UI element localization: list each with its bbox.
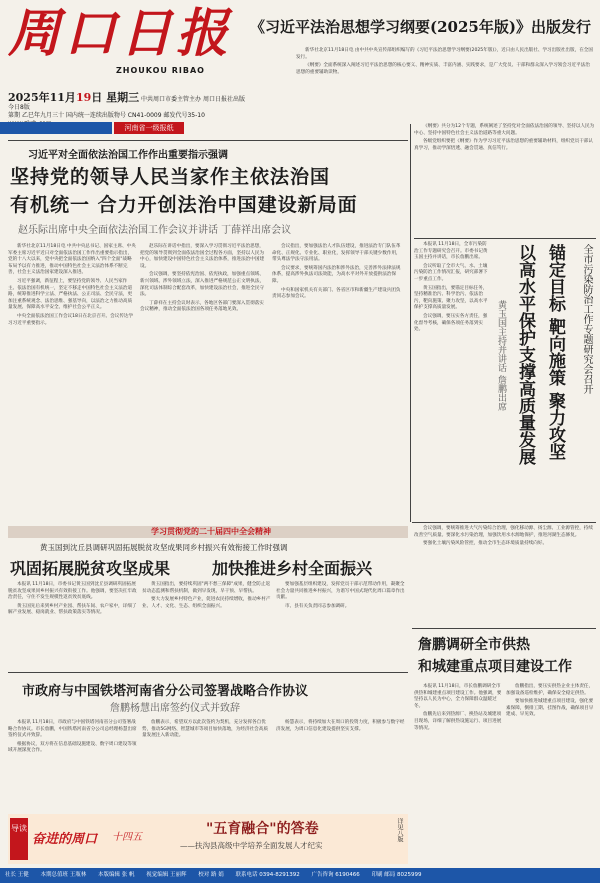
railway-article-col-1: 本报讯 11月18日，市政府与中国铁塔河南省分公司签署战略合作协议。市长詹鹏，中国铁塔河南省分公司总经理杨慧出席签约仪式并致辞。 根据协议，双方将在信息基础设施建设、数字周口建设等领域开展深度合作。 xyxy=(8,720,137,754)
footer-item: 印刷 邮局 8025999 xyxy=(371,872,422,878)
footer-item: 视觉编辑 王丽辉 xyxy=(146,872,187,878)
blue-bar xyxy=(0,122,112,134)
lead-article-col-1: 新华社北京11月18日电 中共中央总书记、国家主席、中央军委主席习近平近日对全面依法治国工作作出重要指示指出，党的十八大以来，党中央把全面依法治国纳入"四个全面"战略布局予以有力推进，推动中国特色社会主义法治体系不断完善，社会主义法治国家建设深入推进。 习近平强调，新征程上，要坚持党的领导、人民当家作主、依法治国有机统一，坚定不移走中国特色社会主义法治道路，统筹推进科学立法、严格执法、公正司法、全民守法，更加注重系统观念、法治思维、强基导向，以法治之力推动高质量发展、保障高水平安全、维护社会公平正义。 中央全面依法治国工作会议18日在北京召开。会议传达学习习近平重要指示。 xyxy=(8,244,136,326)
side-article-text: 本报讯 11月18日，全市污染防治工作专题研究会召开。市委书记黄玉国主持并讲话，市长詹鹏出席。 会议听取了全市大气、水、土壤污染防治工作情况汇报，研究部署下一步重点工作。 黄玉国指出，要锚定目标任务，坚持精准治污、科学治污、依法治污，靶向施策、聚力攻坚，以高水平保护支撑高质量发展。 会议强调，要压实各方责任，强化督导考核，确保各项任务落到实处。 xyxy=(414,242,488,333)
footer-item: 联系电话 0394-8291392 xyxy=(235,872,300,878)
supply-headline-2[interactable]: 和城建重点项目建设工作 xyxy=(418,659,572,675)
masthead-title: 周口日报 xyxy=(8,3,233,64)
side-sub: 黄玉国主持并讲话 詹鹏出席 xyxy=(496,300,506,411)
footer-item: 社长 王健 xyxy=(5,872,29,878)
guide-label: 导读 xyxy=(10,818,28,860)
guide-subtitle: ——扶沟县高级中学培养全面发展人才纪实 xyxy=(180,841,323,850)
footer-item: 本期总值班 王瓶林 xyxy=(40,872,87,878)
supply-headline-1[interactable]: 詹鹏调研全市供热 xyxy=(418,637,530,653)
footer-bar xyxy=(0,868,600,883)
date-year: 2025年11月 xyxy=(8,91,76,104)
publisher: 中共周口市委主管主办 xyxy=(141,96,202,103)
lead-kicker: 习近平对全面依法治国工作作出重要指示强调 xyxy=(28,150,228,161)
date-weekday: 日 星期三 xyxy=(91,91,140,104)
lunar-date: 乙巳年九月三十 xyxy=(21,112,64,119)
divider xyxy=(410,124,411,522)
railway-subhead: 詹鹏杨慧出席签约仪式并致辞 xyxy=(110,703,240,714)
rural-headline-left[interactable]: 巩固拓展脱贫攻坚成果 xyxy=(10,559,171,578)
prov-badge: 河南省一级报纸 xyxy=(114,122,184,134)
lead-headline-1[interactable]: 坚持党的领导人民当家作主依法治国 xyxy=(10,166,331,188)
issue-no: 第期 xyxy=(8,112,21,119)
rural-article-col-3: 要加强基层组织建设，发挥党员干部示范带动作用，凝聚全社会力量共同推进乡村振兴，为谱写中国式现代化周口篇章作出贡献。 市、县有关负责同志参加调研。 xyxy=(276,582,405,609)
divider xyxy=(8,672,408,673)
rural-headline-right[interactable]: 加快推进乡村全面振兴 xyxy=(212,559,373,578)
lead-dateline: 新华社北京11月18日电 xyxy=(17,244,66,249)
side-headline-2[interactable]: 以高水平保护支撑高质量发展 xyxy=(515,244,535,465)
banner-headline[interactable]: 《习近平法治思想学习纲要(2025年版)》出版发行 xyxy=(250,18,591,36)
railway-article-col-2: 詹鹏表示，希望双方以此次签约为契机，充分发挥各自优势，推动5G网络、智慧城市等项目加快落地，为经济社会高质量发展注入新动能。 xyxy=(142,720,268,739)
divider xyxy=(412,628,596,629)
footer-item: 本版编辑 张 帆 xyxy=(98,872,135,878)
side-headline-1[interactable]: 锚定目标 靶向施策 聚力攻坚 xyxy=(545,244,565,460)
guide-title[interactable]: "五育融合"的答卷 xyxy=(206,821,319,837)
side-kicker: 全市污染防治工作专题研究会召开 xyxy=(581,244,592,394)
study-banner: 学习贯彻党的二十届四中全会精神 xyxy=(151,527,271,536)
supply-article-col-1: 本报讯 11月18日，市长詹鹏调研全市供热和城建重点项目建设工作。他强调，要坚持以人民为中心，全力保障群众温暖过冬。 詹鹏先后来到热源厂、换热站及城建项目现场，详细了解供热设施运行、项目进展等情况。 xyxy=(414,684,502,731)
banner-article-text: 新华社北京11月18日电 由中共中央宣传部组织编写的《习近平法治思想学习纲要(2025年版)》，近日由人民出版社、学习出版社出版，在全国发行。 《纲要》全面系统深入阐述习近平法治思想的核心要义、精神实质、丰富内涵、实践要求，是广大党员、干部和群众深入学习领会习近平法治思想的重要辅助读物。 xyxy=(296,48,593,75)
lead-subhead: 赵乐际出席中央全面依法治国工作会议并讲话 丁薛祥出席会议 xyxy=(18,225,292,236)
guide-slogan: 奋进的周口 xyxy=(32,832,98,847)
lead-headline-2[interactable]: 有机统一 合力开创法治中国建设新局面 xyxy=(10,194,358,216)
lead-article-col-3: 会议指出，要加强法治人才队伍建设，推进法治专门队伍革命化、正规化、专业化、职业化，发挥领导干部关键少数作用，带头尊法学法守法用法。 会议要求，要统筹国内法治和涉外法治，完善涉外法律法规体系，提高涉外执法司法效能，为高水平对外开放提供法治保障。 中央和国家机关有关部门、各省区市和新疆生产建设兵团负责同志参加会议。 xyxy=(272,244,401,300)
rural-article-col-2: 黄玉国指出，要持续巩固"两不愁三保障"成果，健全防止返贫动态监测和帮扶机制，做到早发现、早干预、早帮扶。 要大力发展乡村特色产业，促进农民持续增收，推动乡村产业、人才、文化、生态、组织全面振兴。 xyxy=(142,582,271,609)
dateline xyxy=(8,91,248,119)
office: 周口日报社出版 xyxy=(202,96,245,103)
guide-slogan-2: 十四五 xyxy=(112,832,142,843)
cn-number: 国内统一连续出版物号 CN41-0009 xyxy=(65,112,162,119)
railway-article-col-3: 杨慧表示，将持续加大在周口的投资力度，积极参与数字经济发展，为周口信息化建设提供坚实支撑。 xyxy=(276,720,405,732)
masthead-pinyin: ZHOUKOU RIBAO xyxy=(116,66,205,75)
pages: 今日8版 xyxy=(8,104,30,111)
lead-article-col-2: 赵乐际在讲话中指出，要深入学习贯彻习近平法治思想，把党的领导贯彻到全面依法治国全过程各方面，坚持以人民为中心，加快建设中国特色社会主义法治体系，推进法治中国建设。 会议强调，要坚持依宪治国、依宪执政，加强重点领域、新兴领域、涉外领域立法，深入推进严格规范公正文明执法，深化司法体制综合配套改革，加快建设法治社会，推进全民守法。 丁薛祥在主持会议时表示，各地区各部门要深入贯彻落实会议精神，推动全面依法治国各项任务落地见效。 xyxy=(140,244,265,313)
divider xyxy=(8,140,408,141)
post-code: 邮发代号35-10 xyxy=(163,112,205,119)
side-article-text-2: 会议强调，要统筹推进大气污染综合治理，强化移动源、扬尘源、工业源管控，持续改善空气质量。要深化水污染治理，加强饮用水水源地保护，推进河湖生态修复。 要强化土壤污染风险管控，推动全市生态环境质量持续向好。 xyxy=(414,526,593,547)
rural-kicker: 黄玉国到沈丘县调研巩固拓展脱贫攻坚成果同乡村振兴有效衔接工作时强调 xyxy=(40,543,288,552)
banner-article-col-2: 《纲要》共分为12个专题，系统阐述了坚持党对全面依法治国的领导、坚持以人民为中心、坚持中国特色社会主义法治道路等重大问题。 各级党组织要把《纲要》作为学习习近平法治思想的重要辅助材料，组织党员干部认真学习，推动学深悟透、融会贯通、真信笃行。 xyxy=(414,124,595,151)
supply-article-col-2: 詹鹏指出，要压实供热企业主体责任，加强设备巡检维护，确保安全稳定供热。 要加快推进城建重点项目建设，强化要素保障，倒排工期、挂图作战，确保项目早建成、早见效。 xyxy=(506,684,594,718)
footer-item: 广告咨询 6190466 xyxy=(311,872,360,878)
guide-page-ref: 详见八版 xyxy=(396,818,403,842)
footer-item: 校对 路 娟 xyxy=(198,872,224,878)
date-day: 19 xyxy=(75,91,92,104)
railway-headline[interactable]: 市政府与中国铁塔河南省分公司签署战略合作协议 xyxy=(22,684,309,699)
rural-article-col-1: 本报讯 11月18日，市委书记黄玉国到沈丘县调研巩固拓展脱贫攻坚成果同乡村振兴有效衔接工作。他强调，要坚决扛牢政治责任，守住不发生规模性返贫致贫底线。 黄玉国先后来到乡村产业园、帮扶车间、农户家中，详细了解产业发展、稳岗就业、帮扶政策落实等情况。 xyxy=(8,582,137,616)
divider xyxy=(414,238,596,239)
divider xyxy=(412,522,596,523)
